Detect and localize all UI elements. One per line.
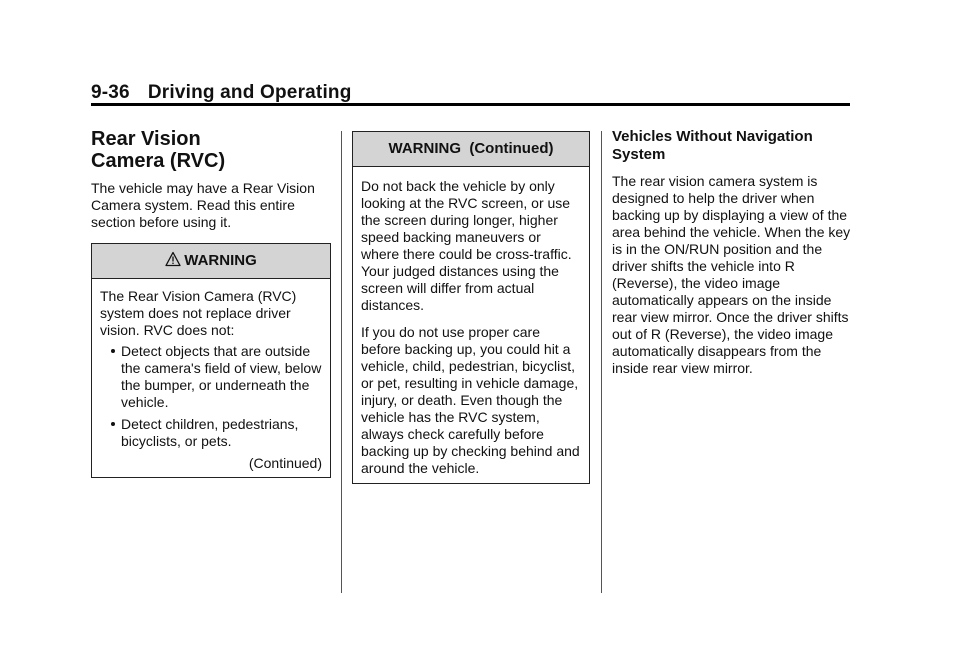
list-item: Detect objects that are outside the camera's field of view, below the bumper, or underneath the vehicle. [121,343,322,410]
warning-text: The Rear Vision Camera (RVC) system does not replace driver vision. RVC does not: [100,288,297,338]
warning-box [91,243,331,478]
section-title [91,128,331,172]
warning-paragraph-2: If you do not use proper care before backing up, you could hit a vehicle, child, pedestrian, bicyclist, or pet, resulting in vehicle damage, injury, or death. Even though the vehicle has the RVC system, always check carefully before backing up by checking behind and around the vehicle. [361,324,580,476]
column-3 [612,128,852,377]
warning-continued-header: WARNING (Continued) [353,132,589,167]
page-header [91,82,352,104]
section-title-line-1: Rear Vision [91,128,201,150]
subsection-body: The rear vision camera system is designed to help the driver when backing up by displaying a view of the area behind the vehicle. When the key is in the ON/RUN position and the driver shifts the vehicle into R (Reverse), the video image automatically appears on the inside rear view mirror. Once the driver shifts out of R (Reverse), the video image automatically disappears from the inside rear view mirror. [612,173,851,376]
list-item: Detect children, pedestrians, bicyclists, or pets. [121,416,322,450]
column-divider-2 [601,131,602,593]
continued-note: (Continued) [248,455,322,471]
subsection-title: Vehicles Without Navigation System [612,128,813,163]
warning-continued-body [353,167,589,483]
warning-paragraph-1: Do not back the vehicle by only looking at the RVC screen, or use the screen during longer, higher speed backing maneuvers or where there could be cross-traffic. Your judged distances using the screen will differ from actual distances. [361,178,572,313]
column-2 [352,131,590,484]
warning-body [92,279,330,477]
section-title-line-2: Camera (RVC) [91,150,226,172]
page-number: 9-36 [91,82,130,103]
warning-continued-box [352,131,590,484]
warning-triangle-icon [165,251,181,267]
warning-header [92,244,330,279]
warning-bullet-list [100,343,322,450]
header-rule [91,103,850,106]
intro-text: The vehicle may have a Rear Vision Camera system. Read this entire section before using it. [91,180,315,230]
column-divider-1 [341,131,342,593]
chapter-title: Driving and Operating [147,82,352,103]
warning-label: WARNING [184,252,257,269]
column-1 [91,128,331,478]
